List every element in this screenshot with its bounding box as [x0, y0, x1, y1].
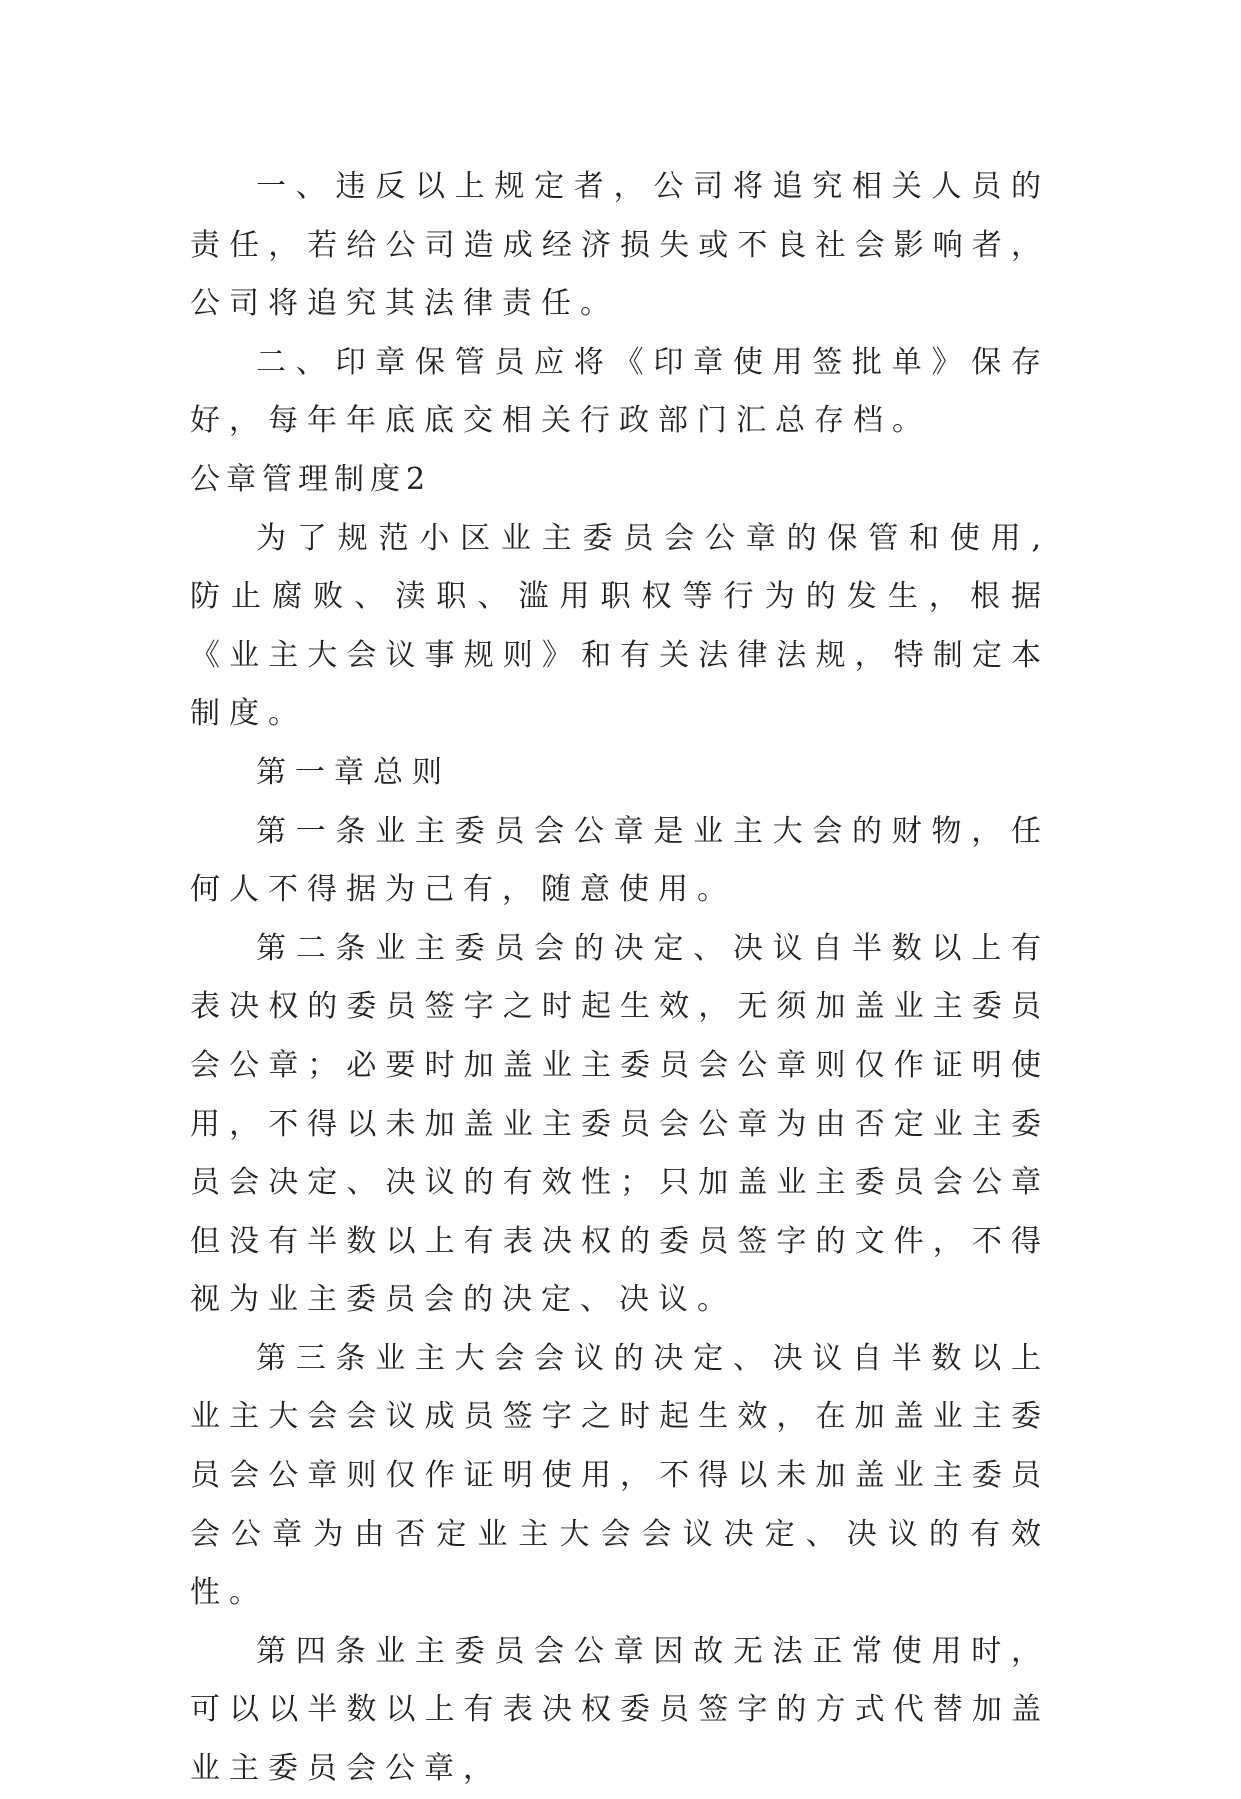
article-3: 第三条业主大会会议的决定、决议自半数以上业主大会会议成员签字之时起生效，在加盖业主委员会公章则仅作证明使用，不得以未加盖业主委员会公章为由否定业主大会会议决定、决议的有效性。	[190, 1340, 1050, 1611]
article-4: 第四条业主委员会公章因故无法正常使用时，可以以半数以上有表决权委员签字的方式代替加盖业主委员会公章，	[190, 1633, 1050, 1787]
chapter-heading: 第一章总则	[256, 754, 451, 790]
paragraph-purpose: 为了规范小区业主委员会公章的保管和使用,防止腐败、渎职、滥用职权等行为的发生，根据《业主大会议事规则》和有关法律法规，特制定本制度。	[190, 520, 1050, 732]
article-1: 第一条业主委员会公章是业主大会的财物，任何人不得据为己有，随意使用。	[190, 813, 1050, 908]
document-body	[190, 158, 1050, 1799]
paragraph-seal-keeper-archive: 二、印章保管员应将《印章使用签批单》保存好，每年年底底交相关行政部门汇总存档。	[190, 344, 1050, 439]
paragraph-violation-liability: 一、违反以上规定者，公司将追究相关人员的责任，若给公司造成经济损失或不良社会影响者，公司将追究其法律责任。	[190, 169, 1050, 322]
article-2: 第二条业主委员会的决定、决议自半数以上有表决权的委员签字之时起生效，无须加盖业主委员会公章；必要时加盖业主委员会公章则仅作证明使用，不得以未加盖业主委员会公章为由否定业主委员会决定、决议的有效性；只加盖业主委员会公章但没有半数以上有表决权的委员签字的文件，不得视为业主委员会的决定、决议。	[190, 930, 1050, 1318]
section-title: 公章管理制度2	[190, 461, 432, 497]
